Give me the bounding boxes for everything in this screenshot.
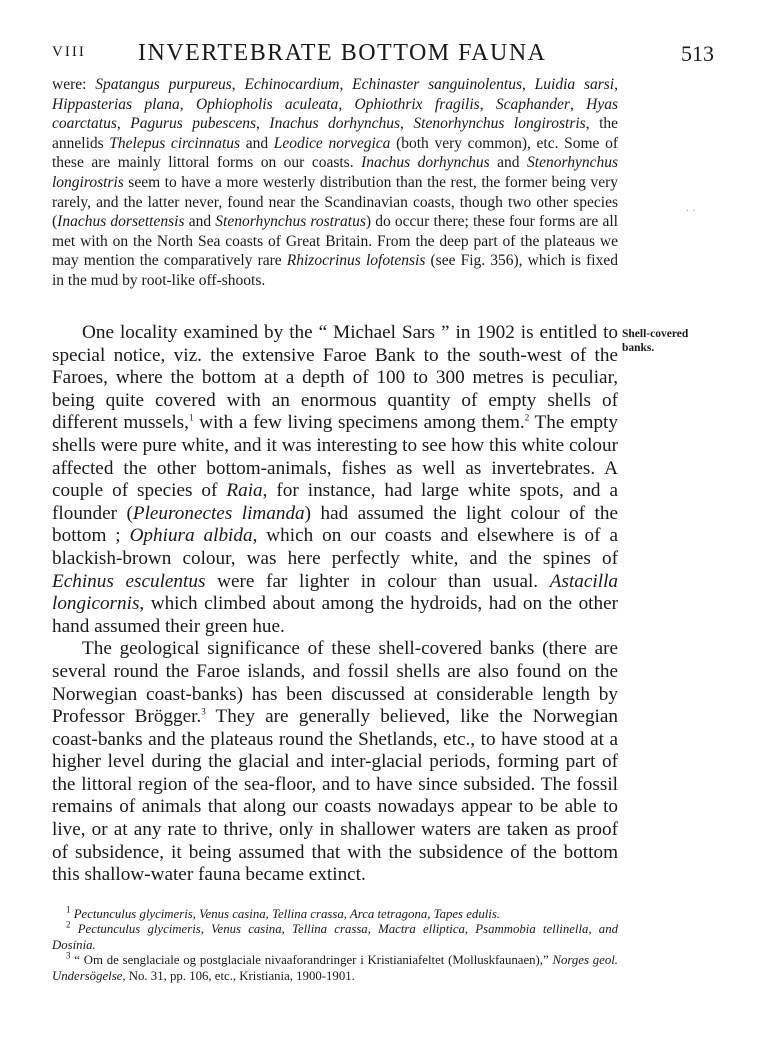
species-name: Raia	[226, 480, 263, 502]
footnotes	[52, 904, 618, 984]
text-run: ,	[614, 76, 618, 93]
text-run: , which climbed about among the hydroids, had on the other hand assumed their green hue.	[52, 593, 618, 637]
species-name: Rhizocrinus lofotensis	[286, 252, 426, 270]
text-run: ,	[339, 76, 353, 93]
text-run: One locality examined by the “ Michael Sars ” in 1902 is entitled to special notice, viz. the extensive Faroe Bank to the south-west of the Faroes, where the bottom at a depth of 100 to 300 metres is peculiar, being quite covered with an enormous quantity of empty shells of different mussels,	[52, 322, 618, 434]
text-run: and	[489, 154, 528, 172]
species-name: Scaphander	[495, 95, 570, 113]
footnote-marker: 3	[66, 950, 71, 961]
text-run: ,	[116, 115, 131, 133]
footnote-ref[interactable]: 3	[201, 706, 206, 717]
scan-specks: · ·	[686, 206, 696, 217]
species-name: Thelepus circinnatus	[109, 134, 241, 152]
text-run: ) do occur there; these four forms are all met with on the North Sea coasts of Great Britain. From the deep part of the plateaus we may mention the comparatively rare	[52, 213, 618, 270]
text-run: , which on our coasts and elsewhere is of a blackish-brown colour, was here perfectly white, and the spines of	[52, 525, 618, 569]
species-name: Echinus esculentus	[52, 570, 206, 592]
margin-note-line: Shell-covered	[622, 328, 689, 340]
species-name: Luidia sarsi	[534, 76, 615, 93]
footnote-3	[52, 950, 618, 984]
footnote-marker: 1	[66, 904, 71, 915]
species-name: Hippasterias plana	[52, 95, 180, 113]
text-run: ,	[569, 95, 587, 113]
chapter-number: VIII	[52, 44, 86, 60]
text-run: The empty shells were pure white, and it was interesting to see how this white colour affected the other bottom-animals, fishes as well as invertebrates. A couple of species of	[52, 412, 618, 502]
text-run: ,	[179, 95, 196, 113]
text-run: seem to have a more westerly distribution than the rest, the former being very rarely, and the latter never, found near the Scandinavian coasts, though two other species (	[52, 173, 618, 231]
text-run: and	[184, 213, 216, 231]
footnote-text: “ Om de senglaciale og postglaciale nivaaforandringer i Kristianiafeltet (Molluskfaunaen),”	[74, 953, 553, 968]
text-run: (both very common), etc. Some of these are mainly littoral forms on our coasts.	[52, 134, 618, 172]
text-run: , for instance, had large white spots, and a flounder (	[52, 480, 618, 524]
species-name: Echinocardium	[244, 76, 340, 93]
text-run: and	[240, 134, 274, 152]
footnote-text: Pectunculus glycimeris, Venus casina, Tellina crassa, Mactra elliptica, Psammobia tellinella, and Dosinia.	[52, 922, 618, 952]
text-run: (see Fig. 356), which is fixed in the mud by root-like off-shoots.	[52, 252, 618, 289]
footnote-marker: 2	[66, 920, 71, 931]
text-run: were:	[52, 76, 96, 93]
species-name: Inachus dorhynchus	[361, 154, 490, 172]
running-header	[52, 40, 728, 70]
text-run: ,	[338, 95, 355, 113]
footnote-2	[52, 922, 618, 953]
species-name: Astacilla longicornis	[52, 570, 618, 615]
species-name: Hyas coarctatus	[52, 95, 619, 133]
intro-paragraph	[52, 75, 618, 291]
margin-note	[622, 327, 722, 355]
species-name: Leodice norvegica	[273, 134, 391, 152]
species-name: Ophiopholis aculeata	[195, 95, 339, 113]
text-run: The geological significance of these shell-covered banks (there are several round the Faroe islands, and fossil shells are also found on the Norwegian coast-banks) has been discussed at considerable length by Professor Brögger.	[52, 638, 618, 728]
paragraph-faroe-bank	[52, 322, 618, 638]
footnote-1	[52, 904, 618, 922]
paragraph-geology	[52, 638, 618, 887]
species-name: Spatangus purpureus	[95, 76, 232, 93]
species-name: Pagurus pubescens	[130, 115, 257, 133]
species-name: Stenorhynchus longirostris	[413, 115, 586, 133]
journal-title: Norges geol. Undersögelse	[52, 953, 618, 983]
footnote-text: Pectunculus glycimeris, Venus casina, Tellina crassa, Arca tetragona, Tapes edulis.	[73, 907, 501, 921]
text-run: ,	[231, 76, 245, 93]
footnote-text: , No. 31, pp. 106, etc., Kristiania, 1900-1901.	[122, 968, 355, 983]
main-text	[52, 322, 618, 887]
text-run: They are generally believed, like the Norwegian coast-banks and the plateaus round the Shetlands, etc., to have stood at a higher level during the glacial and inter-glacial periods, forming part of the littoral region of the sea-floor, and to have since subsided. The fossil remains of animals that along our coasts nowadays appear to be able to live, or at any rate to thrive, only in shallower waters are taken as proof of subsidence, it being assumed that with the subsidence of the bottom this shallow-water fauna became extinct.	[52, 706, 618, 886]
species-name: Inachus dorsettensis	[57, 213, 185, 231]
text-run: with a few living specimens among them.	[193, 412, 525, 434]
species-name: Echinaster sanguinolentus	[352, 76, 522, 93]
species-name: Stenorhynchus rostratus	[215, 213, 366, 231]
footnote-ref[interactable]: 2	[524, 412, 530, 423]
footnote-ref[interactable]: 1	[188, 412, 194, 423]
species-name: Ophiothrix fragilis	[354, 95, 480, 113]
species-name: Stenorhynchus longirostris	[52, 154, 618, 191]
text-run: ,	[256, 115, 270, 133]
intro-text	[52, 75, 618, 291]
margin-note-line: banks.	[622, 342, 655, 354]
text-run: ,	[479, 95, 496, 113]
text-run: , the annelids	[52, 115, 619, 152]
text-run: ,	[400, 115, 414, 133]
text-run: ,	[521, 76, 535, 93]
text-run: ) had assumed the light colour of the bottom ;	[52, 502, 618, 547]
species-name: Inachus dorhynchus	[269, 115, 401, 133]
species-name: Pleuronectes limanda	[132, 502, 305, 524]
running-title: INVERTEBRATE BOTTOM FAUNA	[138, 40, 547, 66]
text-run: were far lighter in colour than usual.	[205, 570, 550, 592]
species-name: Ophiura albida	[129, 525, 253, 547]
page-number: 513	[681, 41, 714, 66]
